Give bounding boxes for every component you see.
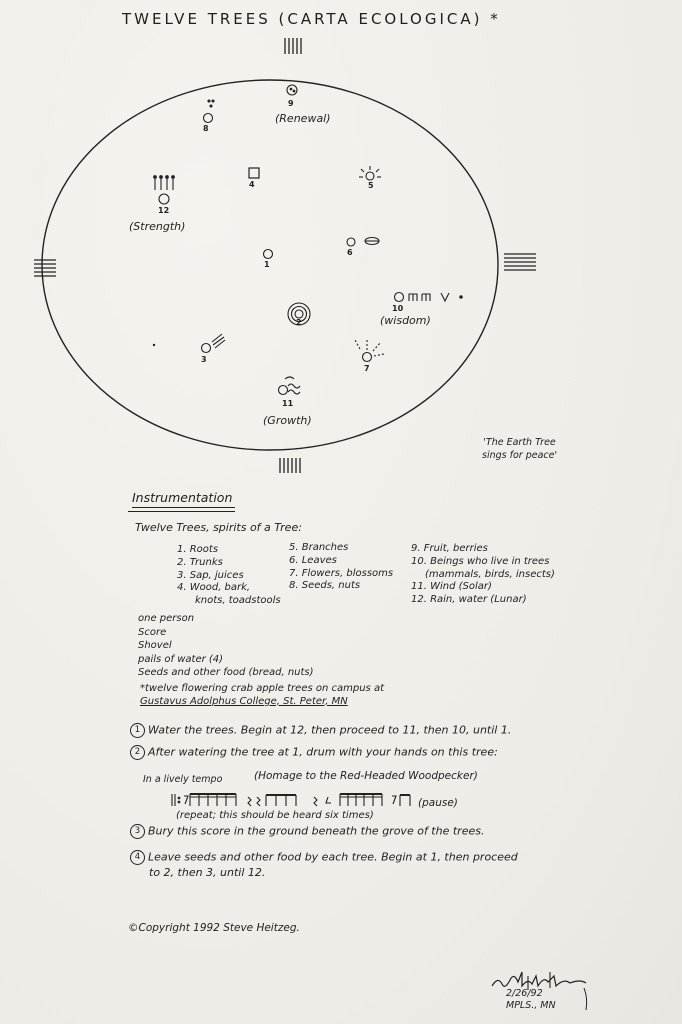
earth-tree-note xyxy=(482,436,557,462)
step-number: 2 xyxy=(130,745,145,760)
step-text: Leave seeds and other food by each tree. Begin at 1, then proceed xyxy=(148,850,518,864)
instrument-item: 3. Sap, juices xyxy=(177,569,244,581)
earth-tree-note-line2: sings for peace' xyxy=(482,450,558,461)
instrument-item: 5. Branches xyxy=(289,542,349,553)
instrument-item: 9. Fruit, berries xyxy=(411,543,488,554)
tree-6-symbol xyxy=(347,238,379,247)
tree-12-label: (Strength) xyxy=(129,220,186,233)
material-item: one person xyxy=(138,613,195,624)
south-marks xyxy=(280,458,300,473)
tree-1-number: 1 xyxy=(264,260,270,269)
signature-date-place xyxy=(506,988,556,1012)
instrument-item: 12. Rain, water (Lunar) xyxy=(411,594,527,606)
instrumentation-heading: Instrumentation xyxy=(132,490,233,505)
tempo-marking: In a lively tempo xyxy=(143,774,223,785)
west-marks xyxy=(34,260,56,276)
tree-7-number: 7 xyxy=(364,364,370,373)
footnote-line2: Gustavus Adolphus College, St. Peter, MN xyxy=(140,695,348,707)
stray-dot xyxy=(153,344,155,346)
heading-underline xyxy=(132,507,235,508)
material-item: pails of water (4) xyxy=(138,653,224,665)
tree-map xyxy=(0,0,682,480)
instrument-item: 1. Roots xyxy=(177,544,219,555)
page-title: TWELVE TREES (CARTA ECOLOGICA) * xyxy=(122,10,501,28)
instrument-item: knots, toadstools xyxy=(195,595,281,607)
tree-11-symbol xyxy=(279,377,301,395)
tree-11-label: (Growth) xyxy=(263,414,312,427)
material-item: Shovel xyxy=(138,640,172,651)
tree-3-number: 3 xyxy=(201,355,207,364)
step-number: 1 xyxy=(130,723,145,738)
materials-list xyxy=(138,612,314,680)
copyright-notice: ©Copyright 1992 Steve Heitzeg. xyxy=(128,922,300,934)
tree-9-label: (Renewal) xyxy=(275,112,331,125)
tree-9-number: 9 xyxy=(288,99,294,108)
heading-underline-2 xyxy=(128,511,235,512)
rhythm-notation xyxy=(170,788,420,810)
step-number: 4 xyxy=(130,850,145,865)
footnote xyxy=(140,683,384,708)
instrument-item: 8. Seeds, nuts xyxy=(289,580,361,592)
tree-9-symbol xyxy=(287,85,297,95)
footnote-line1: *twelve flowering crab apple trees on campus at xyxy=(140,683,384,694)
tree-5-number: 5 xyxy=(368,181,374,190)
step-3 xyxy=(130,824,484,839)
signature-date: 2/26/92 xyxy=(506,988,543,999)
instruments-column-3 xyxy=(411,543,555,607)
homage-note: (Homage to the Red-Headed Woodpecker) xyxy=(254,770,478,782)
instrumentation-subheading: Twelve Trees, spirits of a Tree: xyxy=(135,521,302,534)
tree-6-number: 6 xyxy=(347,248,353,257)
tree-4-number: 4 xyxy=(249,180,255,189)
repeat-instruction: (repeat; this should be heard six times) xyxy=(176,810,374,821)
material-item: Seeds and other food (bread, nuts) xyxy=(138,667,314,678)
tree-12-symbol xyxy=(154,176,175,204)
tree-12-number: 12 xyxy=(158,206,170,215)
step-text: Bury this score in the ground beneath the grove of the trees. xyxy=(148,824,485,838)
step-1 xyxy=(130,723,511,738)
tree-8-number: 8 xyxy=(203,124,209,133)
instrument-item: 6. Leaves xyxy=(289,554,337,566)
instrument-item: 11. Wind (Solar) xyxy=(411,581,492,593)
earth-circle xyxy=(42,80,498,450)
tree-10-symbol xyxy=(395,293,463,302)
instrument-item: 2. Trunks xyxy=(177,556,223,568)
instrument-item: 7. Flowers, blossoms xyxy=(289,567,394,579)
instrument-item: (mammals, birds, insects) xyxy=(425,568,555,580)
instrument-item: 10. Beings who live in trees xyxy=(411,555,550,567)
step-number: 3 xyxy=(130,824,145,839)
tree-3-symbol xyxy=(202,334,226,353)
step-text: Water the trees. Begin at 12, then proceed to 11, then 10, until 1. xyxy=(148,723,512,737)
north-marks xyxy=(285,38,301,54)
tree-10-label: (wisdom) xyxy=(380,314,431,327)
tree-1-symbol xyxy=(264,250,273,259)
material-item: Score xyxy=(138,626,167,638)
step-4-continued: to 2, then 3, until 12. xyxy=(149,866,266,879)
step-text: After watering the tree at 1, drum with your hands on this tree: xyxy=(148,745,498,759)
step-2 xyxy=(130,745,498,760)
tree-5-symbol xyxy=(359,166,381,180)
tree-10-number: 10 xyxy=(392,304,404,313)
tree-8-symbol xyxy=(204,100,215,123)
east-marks xyxy=(504,254,536,270)
tree-11-number: 11 xyxy=(282,399,294,408)
tree-4-symbol xyxy=(249,168,259,178)
tree-7-symbol xyxy=(355,338,384,362)
instrument-item: 4. Wood, bark, xyxy=(177,582,251,594)
instruments-column-1 xyxy=(177,544,281,608)
step-4 xyxy=(130,850,518,865)
tree-2-number: 2 xyxy=(296,318,302,327)
earth-tree-note-line1: 'The Earth Tree xyxy=(483,437,556,448)
pause-marking: (pause) xyxy=(418,797,458,809)
signature-place: MPLS., MN xyxy=(506,1000,556,1011)
instruments-column-2 xyxy=(289,542,393,593)
